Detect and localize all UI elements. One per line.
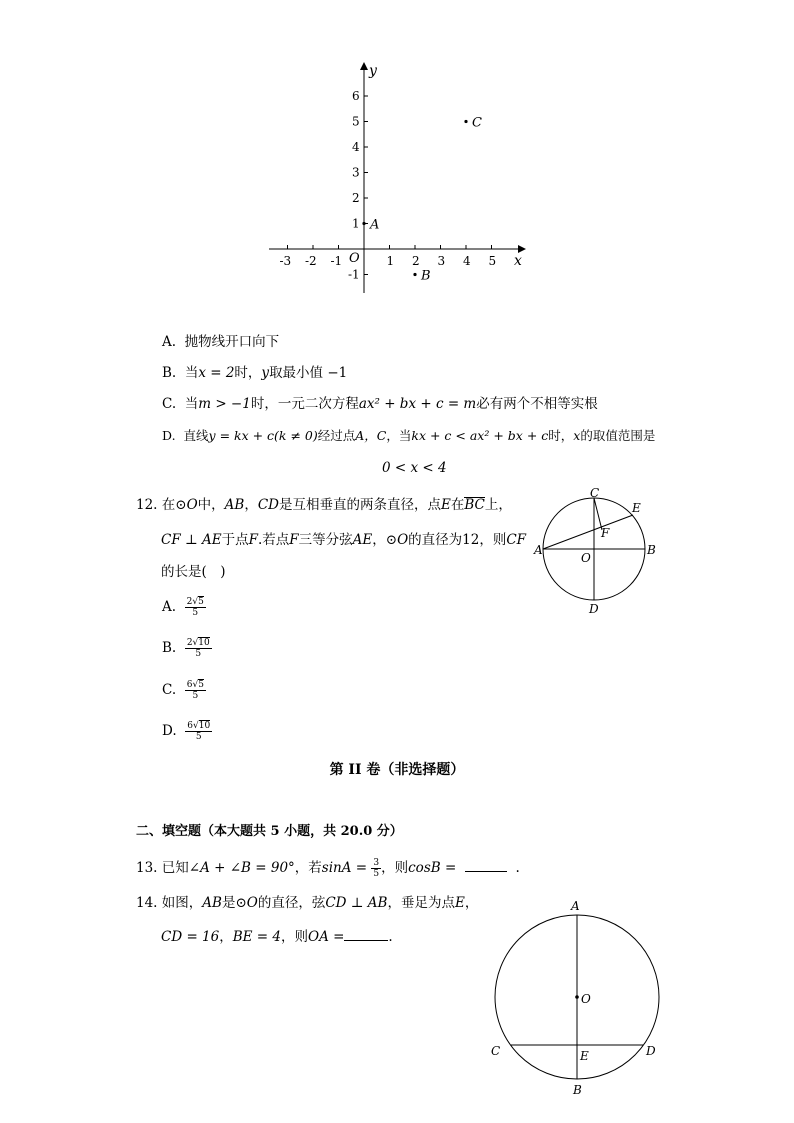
denominator: 5 (192, 691, 199, 701)
point-a (362, 222, 365, 225)
y-tick-label: -1 (348, 267, 360, 282)
center-dot (575, 995, 579, 999)
answer-blank[interactable] (344, 926, 388, 941)
q-text: 中， (197, 497, 225, 513)
fraction: $\frac{6√10}{5}$ (187, 721, 211, 742)
label-d: D (646, 1044, 656, 1058)
q-text: ，则 (381, 860, 409, 876)
q-text: ，⊙ (372, 532, 398, 548)
denominator: 5 (373, 869, 380, 879)
y-tick-label: 4 (352, 140, 360, 154)
option-text: 的取值范围是 (580, 428, 656, 443)
q-text: 是⊙ (221, 895, 247, 911)
chord-ae (543, 515, 633, 549)
label-c: C (491, 1044, 501, 1058)
math-expr: sinA = (321, 860, 368, 876)
option-letter: A. (162, 599, 177, 615)
q-text: ，若 (294, 860, 322, 876)
math-expr: O (246, 895, 258, 911)
math-expr: CF ⊥ AE (161, 532, 222, 548)
q12-line3: 的长是( ) (161, 564, 226, 580)
math-expr: A，C (355, 428, 387, 443)
q14-line1 (136, 893, 478, 913)
numerator: 3 (373, 858, 380, 868)
radicand: 5 (198, 680, 204, 690)
x-tick-label: -2 (305, 254, 317, 268)
label-b: B (573, 1083, 582, 1097)
question-number: 13. (136, 860, 158, 876)
q11-option-d-line2: 0 < x < 4 (382, 460, 447, 476)
radicand: 10 (198, 721, 211, 731)
fraction (371, 858, 381, 879)
q-text: 是互相垂直的两条直径，点 (279, 497, 441, 513)
label-e: E (632, 501, 641, 515)
math-expr: x (573, 428, 581, 443)
q12-line1 (136, 495, 512, 515)
option-text: 必有两个不相等实根 (476, 396, 598, 412)
point-label-c: C (472, 115, 482, 131)
label-a: A (534, 543, 543, 557)
math-expr: ax² + bx + c = m (358, 396, 477, 412)
option-letter: B. (162, 365, 177, 381)
q-text: ，垂足为点 (387, 895, 455, 911)
q11-option-d (162, 426, 655, 446)
label-c: C (590, 486, 600, 500)
q-text: 上， (484, 497, 512, 513)
x-tick-label: 3 (437, 254, 446, 268)
denominator: 5 (195, 649, 202, 659)
q-text: . (515, 860, 520, 876)
arc-bc: BC (464, 497, 485, 513)
q13 (136, 857, 520, 879)
math-expr: F (289, 532, 299, 548)
q-text: 三等分弦 (298, 532, 353, 548)
option-text: 时， (234, 365, 262, 381)
y-tick-label: 3 (352, 165, 360, 180)
math-expr: ∠A + ∠B = 90° (188, 860, 295, 876)
q-text: 的直径为12，则 (408, 532, 507, 548)
math-expr: y = kx + c(k ≠ 0) (208, 428, 318, 443)
math-expr: AE (352, 532, 373, 548)
q-text: . (388, 929, 393, 945)
q12-circle-figure (528, 485, 668, 620)
y-tick-label: 5 (352, 114, 360, 129)
q14-circle-figure (482, 893, 682, 1103)
x-tick-label: 1 (386, 254, 395, 268)
y-tick-label: 6 (352, 89, 360, 103)
origin-label: O (349, 251, 360, 266)
q11-option-c (162, 394, 598, 414)
label-o: O (581, 992, 591, 1006)
q12-option-d (162, 721, 212, 742)
label-b: B (647, 543, 656, 557)
fraction: $\frac{2√5}{5}$ (186, 597, 204, 618)
coef: 2 (186, 597, 193, 607)
option-text: 经过点 (317, 428, 356, 443)
option-letter: B. (162, 640, 177, 656)
math-expr: y (261, 365, 270, 381)
option-text: 当 (184, 365, 199, 381)
q14-line2 (161, 926, 393, 947)
q-text: 已知 (161, 860, 189, 876)
answer-blank[interactable] (465, 857, 507, 872)
math-expr: OA = (308, 929, 345, 945)
segment-ce (594, 498, 633, 515)
fraction: $\frac{2√10}{5}$ (186, 638, 210, 659)
option-text: 时， (548, 428, 574, 443)
y-axis-label: y (369, 63, 377, 79)
math-expr: x = 2 (198, 365, 235, 381)
option-letter: D. (162, 723, 177, 739)
q-text: ，则 (281, 929, 308, 945)
fraction: $\frac{6√5}{5}$ (186, 680, 204, 701)
option-text: 取最小值 −1 (269, 365, 348, 381)
x-axis-label: x (514, 253, 522, 269)
point-label-b: B (421, 268, 431, 284)
math-expr: O (397, 532, 409, 548)
q12-option-c (162, 680, 206, 701)
question-number: 12. (136, 497, 158, 513)
y-tick-label: 1 (352, 216, 360, 231)
x-tick-label: 5 (488, 254, 497, 268)
option-letter: D. (162, 428, 176, 443)
x-ticks (280, 245, 497, 268)
x-tick-label: 2 (412, 254, 420, 268)
math-expr: kx + c < ax² + bx + c (411, 428, 549, 443)
math-expr: CD = 16 (161, 929, 220, 945)
radicand: 5 (198, 597, 204, 607)
coef: 6 (186, 680, 193, 690)
option-letter: C. (162, 682, 177, 698)
label-a: A (571, 899, 580, 913)
math-expr: O (186, 497, 198, 513)
q12-option-b (162, 638, 212, 659)
math-expr: AB (224, 497, 245, 513)
math-expr: m > −1 (198, 396, 251, 412)
point-c (464, 120, 467, 123)
math-expr: cosB = (408, 860, 457, 876)
y-tick-label: 2 (352, 191, 360, 205)
q11-option-a (162, 332, 279, 352)
coordinate-graph (260, 55, 540, 295)
q12-line2 (161, 530, 526, 550)
option-text: 直线 (183, 428, 209, 443)
q-text: ， (464, 895, 479, 911)
math-expr: CF (506, 532, 527, 548)
math-expr: F (248, 532, 258, 548)
math-expr: CD (257, 497, 279, 513)
math-expr: BE = 4 (232, 929, 281, 945)
question-number: 14. (136, 895, 158, 911)
q-text: ， (219, 929, 233, 945)
coef: 2 (186, 638, 193, 648)
option-text: 当 (184, 396, 199, 412)
option-text: 抛物线开口向下 (184, 334, 280, 350)
x-tick-label: -1 (330, 254, 343, 268)
math-expr: E (454, 895, 465, 911)
point-label-a: A (370, 217, 380, 233)
point-b (413, 273, 416, 276)
q-text: ， (244, 497, 258, 513)
label-e: E (580, 1049, 589, 1063)
radicand: 10 (198, 638, 210, 648)
math-expr: E (441, 497, 451, 513)
part2-title: 第 II 卷（非选择题） (329, 762, 465, 778)
label-f: F (601, 526, 610, 540)
q11-option-b (162, 363, 347, 383)
option-text: 时，一元二次方程 (250, 396, 359, 412)
label-o: O (581, 551, 591, 565)
option-letter: A. (162, 334, 177, 350)
q-text: 如图， (161, 895, 203, 911)
q-text: 的直径，弦 (257, 895, 326, 911)
math-expr: AB (202, 895, 222, 911)
option-letter: C. (162, 396, 177, 412)
q-text: 在⊙ (161, 497, 187, 513)
q12-option-a (162, 597, 206, 618)
denominator: 5 (192, 608, 199, 618)
coef: 6 (187, 721, 193, 731)
x-tick-label: 4 (463, 254, 471, 268)
label-d: D (589, 602, 599, 616)
q-text: 在 (450, 497, 465, 513)
x-tick-label: -3 (279, 254, 292, 268)
option-text: ，当 (386, 428, 412, 443)
q-text: .若点 (257, 532, 290, 548)
denominator: 5 (195, 732, 202, 742)
section2-title: 二、填空题（本大题共 5 小题，共 20.0 分） (136, 824, 403, 839)
q-text: 于点 (221, 532, 249, 548)
math-expr: CD ⊥ AB (325, 895, 388, 911)
